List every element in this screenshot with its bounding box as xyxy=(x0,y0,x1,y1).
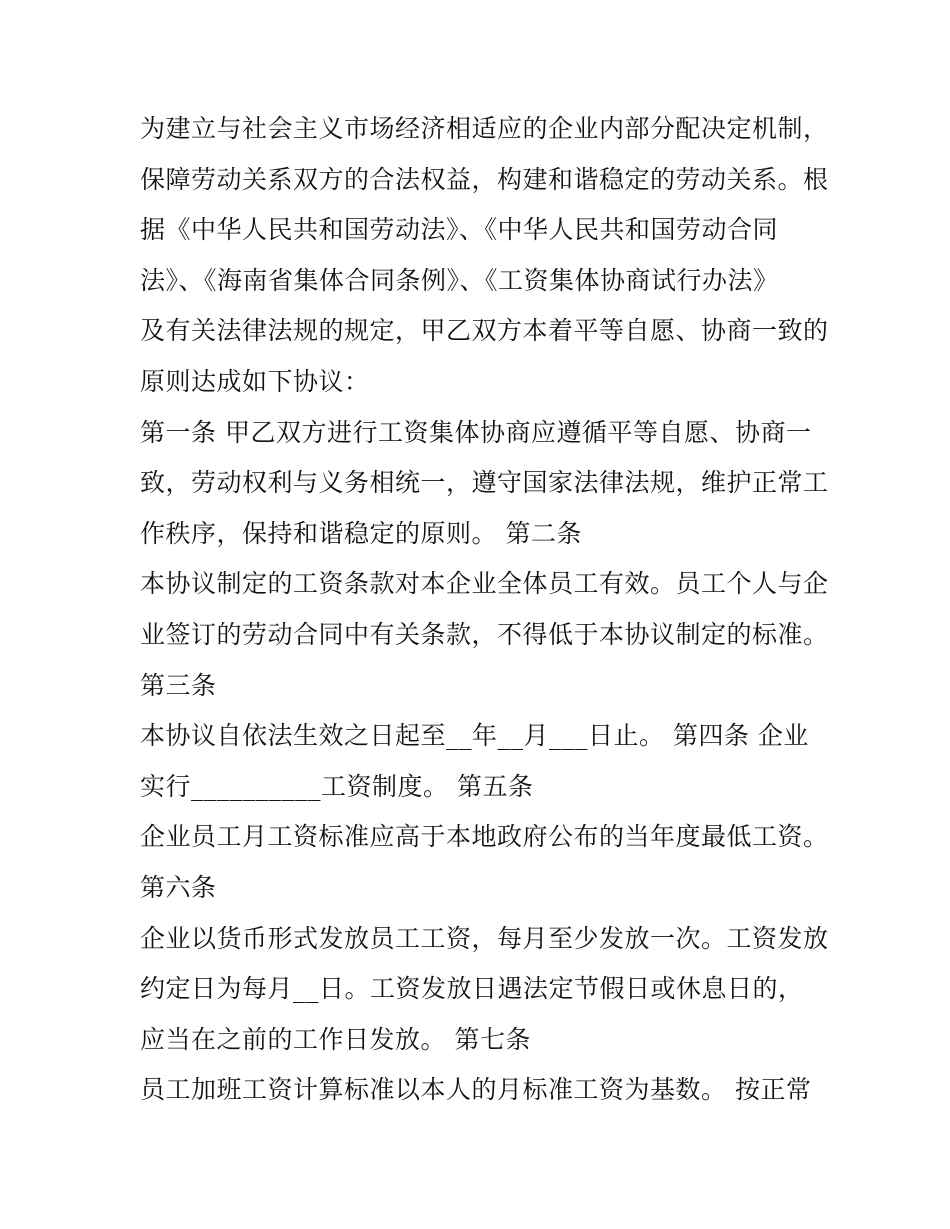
text-line: 约定日为每月__日。工资发放日遇法定节假日或休息日的， xyxy=(140,974,804,1004)
article-5-line: 企业员工月工资标准应高于本地政府公布的当年度最低工资。 xyxy=(140,822,829,852)
article-6-line: 企业以货币形式发放员工工资，每月至少发放一次。工资发放 xyxy=(140,923,829,953)
article-6-heading: 第六条 xyxy=(140,872,217,902)
article-3-line: 本协议自依法生效之日起至__年__月___日止。 第四条 企业 xyxy=(140,721,809,751)
agreement-body xyxy=(140,104,830,1116)
text-line: 应当在之前的工作日发放。 第七条 xyxy=(140,1024,531,1054)
article-3-heading: 第三条 xyxy=(140,670,217,700)
article-2-line: 本协议制定的工资条款对本企业全体员工有效。员工个人与企 xyxy=(140,569,829,599)
text-line: 作秩序，保持和谐稳定的原则。 第二条 xyxy=(140,518,582,548)
text-line: 法》、《海南省集体合同条例》、《工资集体协商试行办法》 xyxy=(140,265,779,295)
text-line: 业签订的劳动合同中有关条款，不得低于本协议制定的标准。 xyxy=(140,619,829,649)
text-line: 保障劳动关系双方的合法权益，构建和谐稳定的劳动关系。根 xyxy=(140,164,829,194)
article-7-line: 员工加班工资计算标准以本人的月标准工资为基数。 按正常 xyxy=(140,1075,812,1105)
text-line: 为建立与社会主义市场经济相适应的企业内部分配决定机制， xyxy=(140,114,829,143)
text-line: 致，劳动权利与义务相统一，遵守国家法律法规，维护正常工 xyxy=(140,468,829,498)
article-1-line: 第一条 甲乙双方进行工资集体协商应遵循平等自愿、协商一 xyxy=(140,417,812,447)
text-line: 据《中华人民共和国劳动法》、《中华人民共和国劳动合同 xyxy=(140,215,779,245)
article-4-line: 实行__________工资制度。 第五条 xyxy=(140,771,534,801)
text-line: 原则达成如下协议： xyxy=(140,366,370,396)
text-line: 及有关法律法规的规定，甲乙双方本着平等自愿、协商一致的 xyxy=(140,316,829,346)
